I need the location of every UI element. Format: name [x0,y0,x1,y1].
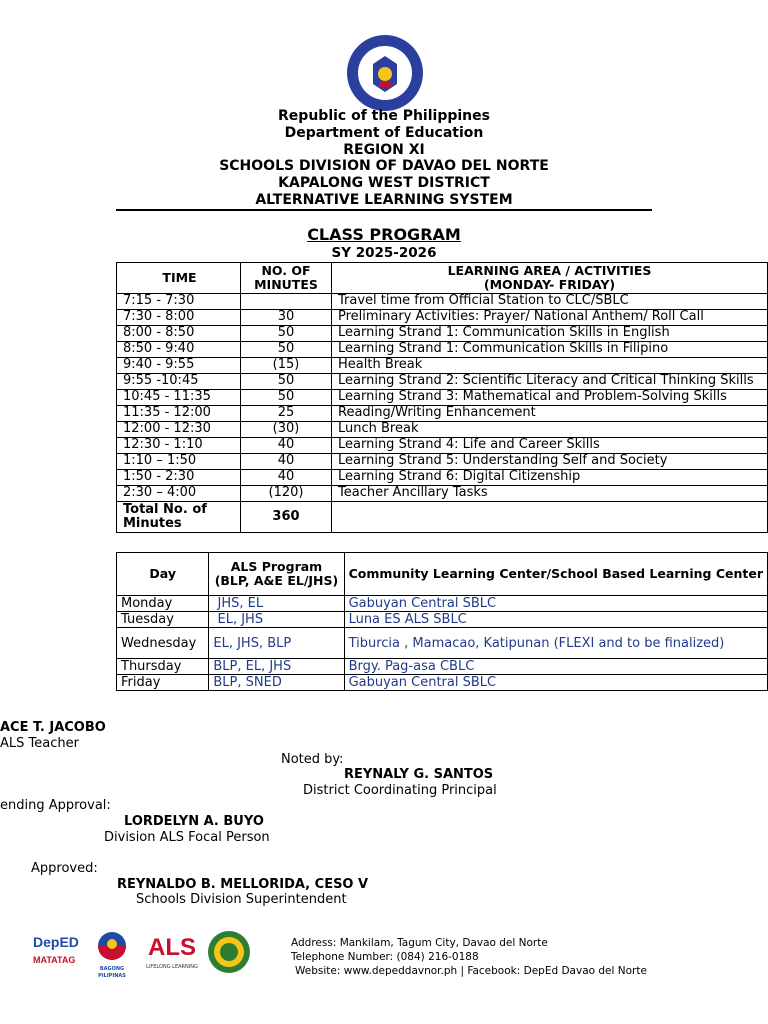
header-line-department: Department of Education [284,125,484,141]
row-minutes: (15) [241,358,332,374]
row-time: 10:45 - 11:35 [117,390,241,406]
schedule-row [117,438,768,454]
total-row [117,502,768,533]
header-line-district: KAPALONG WEST DISTRICT [278,175,490,191]
class-schedule-table [116,262,768,533]
header-line-republic: Republic of the Philippines [278,108,490,124]
deped-matatag-logo [33,930,83,974]
learning-center-table [116,552,768,691]
row-program: BLP, EL, JHS [209,659,344,675]
row-time: 7:15 - 7:30 [117,294,241,310]
row-minutes: 50 [241,374,332,390]
pending-label: ending Approval: [0,798,111,813]
bagong-pilipinas-logo [88,930,136,979]
noted-label: Noted by: [281,752,344,767]
schedule-row [117,326,768,342]
activity-header [332,263,768,294]
approved-name: REYNALDO B. MELLORIDA, CESO V [117,877,369,892]
row-time: 12:00 - 12:30 [117,422,241,438]
row-activity: Learning Strand 4: Life and Career Skills [332,438,768,454]
row-center: Luna ES ALS SBLC [344,612,767,628]
row-minutes: 50 [241,342,332,358]
row-program: EL, JHS [209,612,344,628]
row-time: 2:30 – 4:00 [117,486,241,502]
pending-role: Division ALS Focal Person [104,830,270,845]
teacher-name: ACE T. JACOBO [0,720,106,735]
location-row [117,659,768,675]
time-header: TIME [117,263,241,294]
program-header: ALS Program (BLP, A&E EL/JHS) [209,553,344,596]
row-program: BLP, SNED [209,675,344,691]
noted-role: District Coordinating Principal [303,783,497,798]
row-activity: Learning Strand 1: Communication Skills in Filipino [332,342,768,358]
location-row [117,596,768,612]
row-day: Monday [117,596,209,612]
row-minutes: 40 [241,438,332,454]
row-activity: Teacher Ancillary Tasks [332,486,768,502]
row-activity: Learning Strand 1: Communication Skills in English [332,326,768,342]
division-seal [207,930,251,974]
activity-header-sub: (MONDAY- FRIDAY) [483,277,616,292]
row-minutes: 40 [241,454,332,470]
total-value: 360 [241,502,332,533]
schedule-row [117,422,768,438]
center-header: Community Learning Center/School Based Learning Center [344,553,767,596]
row-activity: Learning Strand 3: Mathematical and Problem-Solving Skills [332,390,768,406]
header-line-region: REGION XI [343,142,425,158]
row-minutes: 50 [241,326,332,342]
als-logo-subtext: LIFELONG LEARNING [146,964,198,970]
day-header: Day [117,553,209,596]
schedule-row [117,406,768,422]
row-center: Brgy. Pag-asa CBLC [344,659,767,675]
total-empty [332,502,768,533]
approved-label: Approved: [31,861,98,876]
division-seal-emblem-icon [207,930,251,974]
row-time: 7:30 - 8:00 [117,310,241,326]
row-day: Wednesday [117,628,209,659]
row-center: Gabuyan Central SBLC [344,596,767,612]
row-time: 9:40 - 9:55 [117,358,241,374]
pending-name: LORDELYN A. BUYO [124,814,264,829]
schedule-row [117,374,768,390]
row-minutes: 25 [241,406,332,422]
row-minutes [241,294,332,310]
header-line-als: ALTERNATIVE LEARNING SYSTEM [255,192,513,208]
row-activity: Preliminary Activities: Prayer/ National Anthem/ Roll Call [332,310,768,326]
row-minutes: 50 [241,390,332,406]
location-header-row [117,553,768,596]
deped-logo-text: DepED [33,934,79,950]
matatag-logo-text: MATATAG [33,955,76,965]
noted-name: REYNALY G. SANTOS [344,767,494,782]
schedule-row [117,390,768,406]
total-label: Total No. of Minutes [117,502,241,533]
row-time: 11:35 - 12:00 [117,406,241,422]
schedule-row [117,454,768,470]
row-minutes: (120) [241,486,332,502]
activity-header-title: LEARNING AREA / ACTIVITIES [447,263,652,278]
approved-role: Schools Division Superintendent [136,892,347,907]
row-day: Friday [117,675,209,691]
row-time: 12:30 - 1:10 [117,438,241,454]
row-activity: Health Break [332,358,768,374]
als-logo-text: ALS [148,934,196,961]
location-row [117,612,768,628]
schedule-row [117,358,768,374]
row-activity: Lunch Break [332,422,768,438]
row-minutes: (30) [241,422,332,438]
schedule-header-row [117,263,768,294]
row-day: Thursday [117,659,209,675]
school-year: SY 2025-2026 [331,245,437,261]
row-program: EL, JHS, BLP [209,628,344,659]
deped-seal [346,34,424,112]
bagong-pilipinas-emblem-icon [92,930,132,962]
row-minutes: 30 [241,310,332,326]
row-activity: Reading/Writing Enhancement [332,406,768,422]
row-time: 1:10 – 1:50 [117,454,241,470]
schedule-row [117,486,768,502]
bagong-pilipinas-text: BAGONG PILIPINAS [98,966,126,979]
row-center: Gabuyan Central SBLC [344,675,767,691]
row-time: 9:55 -10:45 [117,374,241,390]
schedule-row [117,342,768,358]
als-logo [146,930,198,978]
footer-contact [291,936,647,978]
schedule-row [117,470,768,486]
row-time: 8:00 - 8:50 [117,326,241,342]
header-line-division: SCHOOLS DIVISION OF DAVAO DEL NORTE [219,158,549,174]
row-minutes: 40 [241,470,332,486]
row-day: Tuesday [117,612,209,628]
row-center: Tiburcia , Mamacao, Katipunan (FLEXI and to be finalized) [344,628,767,659]
teacher-role: ALS Teacher [0,736,79,751]
document-title: CLASS PROGRAM [307,225,461,244]
header-divider [116,209,652,211]
footer-website: Website: www.depeddavnor.ph | Facebook: DepEd Davao del Norte [295,965,647,977]
row-activity: Learning Strand 5: Understanding Self and Society [332,454,768,470]
minutes-header: NO. OF MINUTES [241,263,332,294]
location-row [117,675,768,691]
row-time: 1:50 - 2:30 [117,470,241,486]
location-row [117,628,768,659]
row-activity: Learning Strand 2: Scientific Literacy and Critical Thinking Skills [332,374,768,390]
row-activity: Travel time from Official Station to CLC/SBLC [332,294,768,310]
row-program: JHS, EL [209,596,344,612]
footer-address: Address: Mankilam, Tagum City, Davao del Norte [291,937,548,949]
schedule-row [117,294,768,310]
schedule-row [117,310,768,326]
row-time: 8:50 - 9:40 [117,342,241,358]
row-activity: Learning Strand 6: Digital Citizenship [332,470,768,486]
footer-phone: Telephone Number: (084) 216-0188 [291,951,479,963]
